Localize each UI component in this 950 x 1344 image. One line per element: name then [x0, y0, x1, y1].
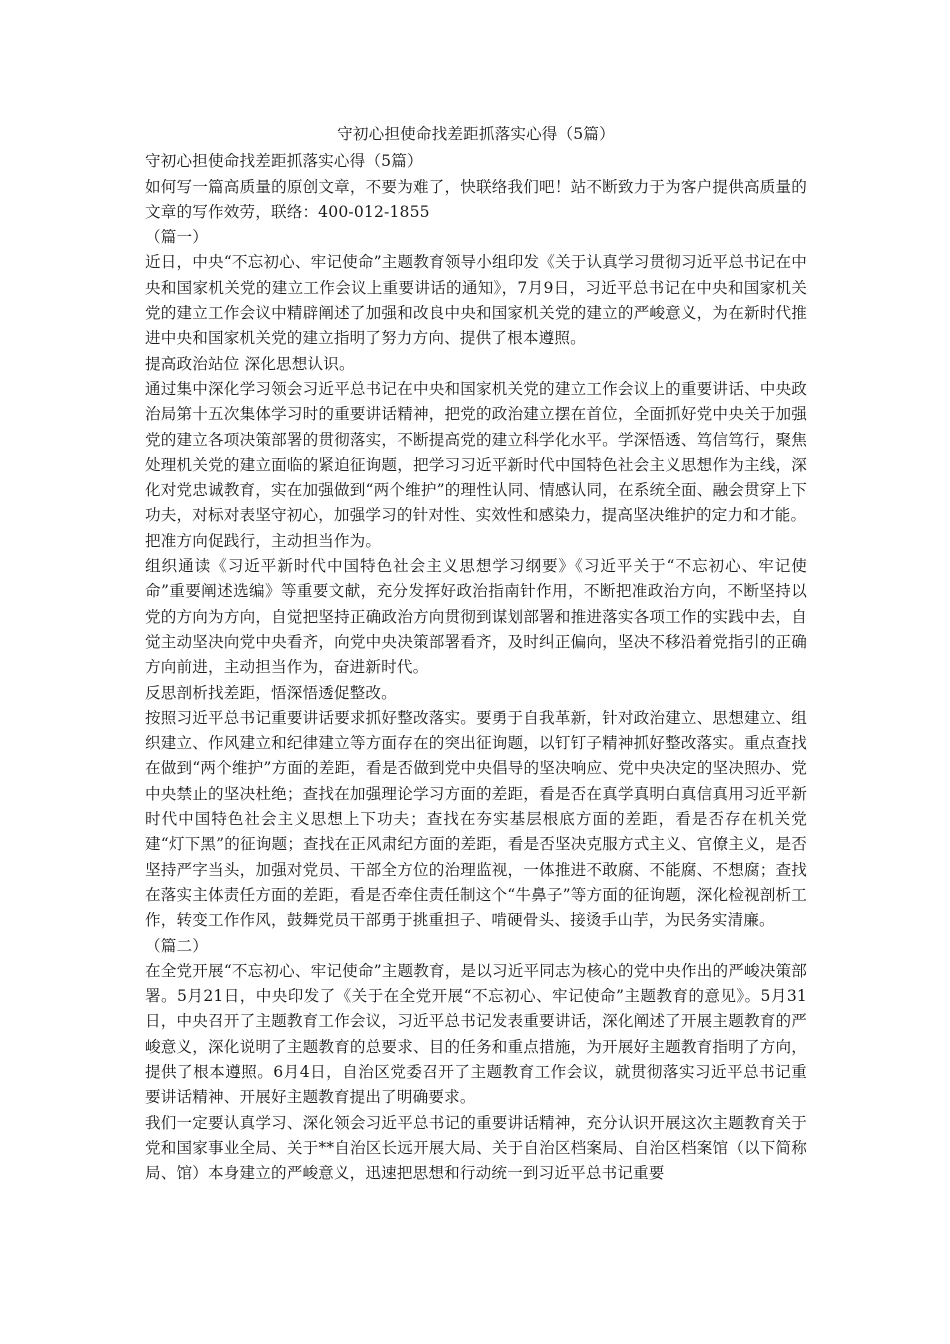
paragraph-part-two-study: 我们一定要认真学习、深化领会习近平总书记的重要讲话精神，充分认识开展这次主题教育关于党和国家事业全局、关于**自治区长远开展大局、关于自治区档案局、自治区档案馆（以下简称局、馆）本身建立的严峻意义，迅速把思想和行动统一到习近平总书记重要 — [145, 1113, 807, 1183]
heading-political-stance: 提高政治站位 深化思想认识。 — [145, 354, 355, 373]
heading-direction: 把准方向促践行，主动担当作为。 — [145, 531, 382, 550]
paragraph-direction: 组织通读《习近平新时代中国特色社会主义思想学习纲要》《习近平关于“不忘初心、牢记使命”重要阐述选编》等重要文献，充分发挥好政治指南针作用，不断把准政治方向，不断坚持以党的方向为方向，自觉把坚持正确政治方向贯彻到谋划部署和推进落实各项工作的实践中去，自觉主动坚决向党中央看齐，向党中央决策部署看齐，及时纠正偏向，坚决不移沿着党指引的正确方向前进，主动担当作为，奋进新时代。 — [145, 557, 807, 677]
paragraph-part-one-intro: 近日，中央“不忘初心、牢记使命”主题教育领导小组印发《关于认真学习贯彻习近平总书记在中央和国家机关党的建立工作会议上重要讲话的通知》，7月9日，习近平总书记在中央和国家机关党的建立工作会议中精辟阐述了加强和改良中央和国家机关党的建立的严峻意义，为在新时代推进中央和国家机关党的建立指明了努力方向、提供了根本遵照。 — [145, 253, 807, 348]
document-title: 守初心担使命找差距抓落实心得（5篇） — [337, 125, 615, 143]
section-label-part-two: （篇二） — [145, 936, 208, 955]
paragraph-subtitle: 守初心担使命找差距抓落实心得（5篇） — [145, 152, 423, 171]
heading-rectification: 反思剖析找差距，悟深悟透促整改。 — [145, 683, 397, 702]
document-page — [145, 122, 807, 1186]
section-label-part-one: （篇一） — [145, 228, 208, 247]
paragraph-part-two-intro: 在全党开展“不忘初心、牢记使命”主题教育，是以习近平同志为核心的党中央作出的严峻决策部署。5月21日，中央印发了《关于在全党开展“不忘初心、牢记使命”主题教育的意见》。5月31日，中央召开了主题教育工作会议，习近平总书记发表重要讲话，深化阐述了开展主题教育的严峻意义，深化说明了主题教育的总要求、目的任务和重点措施，为开展好主题教育指明了方向，提供了根本遵照。6月4日，自治区党委召开了主题教育工作会议，就贯彻落实习近平总书记重要讲话精神、开展好主题教育提出了明确要求。 — [145, 961, 807, 1107]
paragraph-contact-notice: 如何写一篇高质量的原创文章，不要为难了，快联络我们吧！站不断致力于为客户提供高质量的文章的写作效劳，联络：400-012-1855 — [145, 177, 807, 221]
paragraph-political-stance: 通过集中深化学习领会习近平总书记在中央和国家机关党的建立工作会议上的重要讲话、中央政治局第十五次集体学习时的重要讲话精神，把党的政治建立摆在首位，全面抓好党中央关于加强党的建立各项决策部署的贯彻落实，不断提高党的建立科学化水平。学深悟透、笃信笃行，聚焦处理机关党的建立面临的紧迫征询题，把学习习近平新时代中国特色社会主义思想作为主线，深化对党忠诚教育，实在加强做到“两个维护”的理性认同、情感认同，在系统全面、融会贯穿上下功夫，对标对表坚守初心，加强学习的针对性、实效性和感染力，提高坚决维护的定力和才能。 — [145, 379, 807, 525]
paragraph-rectification: 按照习近平总书记重要讲话要求抓好整改落实。要勇于自我革新，针对政治建立、思想建立、组织建立、作风建立和纪律建立等方面存在的突出征询题，以钉钉子精神抓好整改落实。重点查找在做到“两个维护”方面的差距，看是否做到党中央倡导的坚决响应、党中央决定的坚决照办、党中央禁止的坚决杜绝；查找在加强理论学习方面的差距，看是否在真学真明白真信真用习近平新时代中国特色社会主义思想上下功夫；查找在夯实基层根底方面的差距，看是否存在机关党建“灯下黑”的征询题；查找在正风肃纪方面的差距，看是否坚决克服方式主义、官僚主义，是否坚持严字当头，加强对党员、干部全方位的治理监视，一体推进不敢腐、不能腐、不想腐；查找在落实主体责任方面的差距，看是否牵住责任制这个“牛鼻子”等方面的征询题，深化检视剖析工作，转变工作作风，鼓舞党员干部勇于挑重担子、啃硬骨头、接烫手山芋，为民务实清廉。 — [145, 708, 807, 930]
